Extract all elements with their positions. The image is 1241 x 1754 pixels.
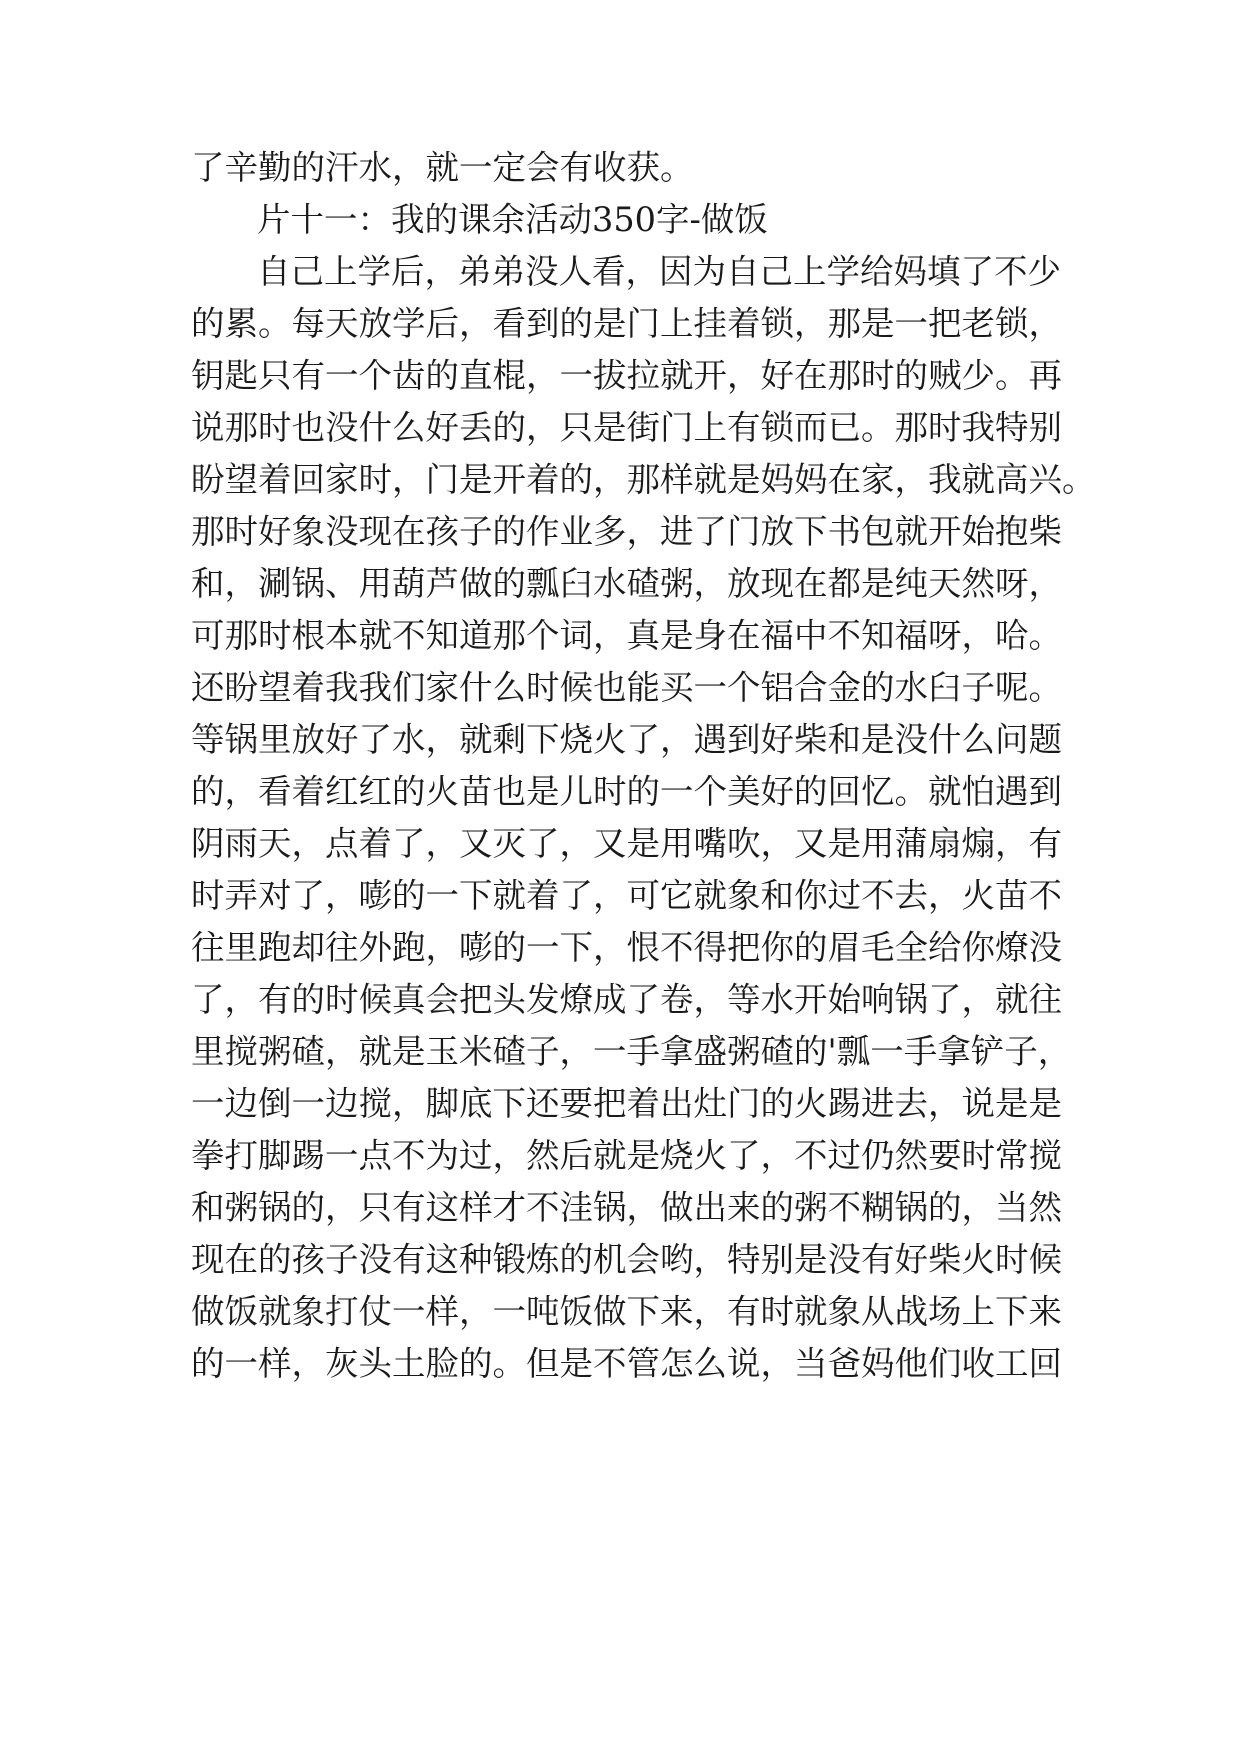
text-line-1: 了辛勤的汗水，就一定会有收获。 [191, 148, 694, 187]
text-line-20: 拳打脚踢一点不为过，然后就是烧火了，不过仍然要时常搅 [191, 1136, 1062, 1175]
text-line-13: 的，看着红红的火苗也是儿时的一个美好的回忆。就怕遇到 [191, 772, 1062, 811]
text-line-16: 往里跑却往外跑，嘭的一下，恨不得把你的眉毛全给你燎没 [191, 928, 1062, 967]
section-heading: 片十一：我的课余活动350字-做饭 [257, 200, 768, 239]
text-line-5: 钥匙只有一个齿的直棍，一拔拉就开，好在那时的贼少。再 [191, 356, 1062, 395]
text-line-19: 一边倒一边搅，脚底下还要把着出灶门的火踢进去，说是是 [191, 1084, 1062, 1123]
text-line-9: 和，涮锅、用葫芦做的瓢臼水碴粥，放现在都是纯天然呀， [191, 564, 1062, 603]
text-line-17: 了，有的时候真会把头发燎成了卷，等水开始响锅了，就往 [191, 980, 1062, 1019]
text-line-22: 现在的孩子没有这种锻炼的机会哟，特别是没有好柴火时候 [191, 1240, 1062, 1279]
text-line-24: 的一样，灰头土脸的。但是不管怎么说，当爸妈他们收工回 [191, 1344, 1062, 1383]
text-line-23: 做饭就象打仗一样，一吨饭做下来，有时就象从战场上下来 [191, 1292, 1062, 1331]
text-line-11: 还盼望着我我们家什么时候也能买一个铝合金的水臼子呢。 [191, 668, 1062, 707]
text-line-12: 等锅里放好了水，就剩下烧火了，遇到好柴和是没什么问题 [191, 720, 1062, 759]
text-line-21: 和粥锅的，只有这样才不洼锅，做出来的粥不糊锅的，当然 [191, 1188, 1062, 1227]
text-line-8: 那时好象没现在孩子的作业多，进了门放下书包就开始抱柴 [191, 512, 1062, 551]
text-line-4: 的累。每天放学后，看到的是门上挂着锁，那是一把老锁， [191, 304, 1062, 343]
text-line-14: 阴雨天，点着了，又灭了，又是用嘴吹，又是用蒲扇煽，有 [191, 824, 1062, 863]
text-line-18: 里搅粥碴，就是玉米碴子，一手拿盛粥碴的'瓢一手拿铲子， [191, 1032, 1072, 1071]
text-line-6: 说那时也没什么好丢的，只是街门上有锁而已。那时我特别 [191, 408, 1062, 447]
text-line-7: 盼望着回家时，门是开着的，那样就是妈妈在家，我就高兴。 [191, 460, 1096, 499]
text-line-10: 可那时根本就不知道那个词，真是身在福中不知福呀，哈。 [191, 616, 1062, 655]
text-line-3: 自己上学后，弟弟没人看，因为自己上学给妈填了不少 [257, 252, 1061, 291]
text-line-15: 时弄对了，嘭的一下就着了，可它就象和你过不去，火苗不 [191, 876, 1062, 915]
